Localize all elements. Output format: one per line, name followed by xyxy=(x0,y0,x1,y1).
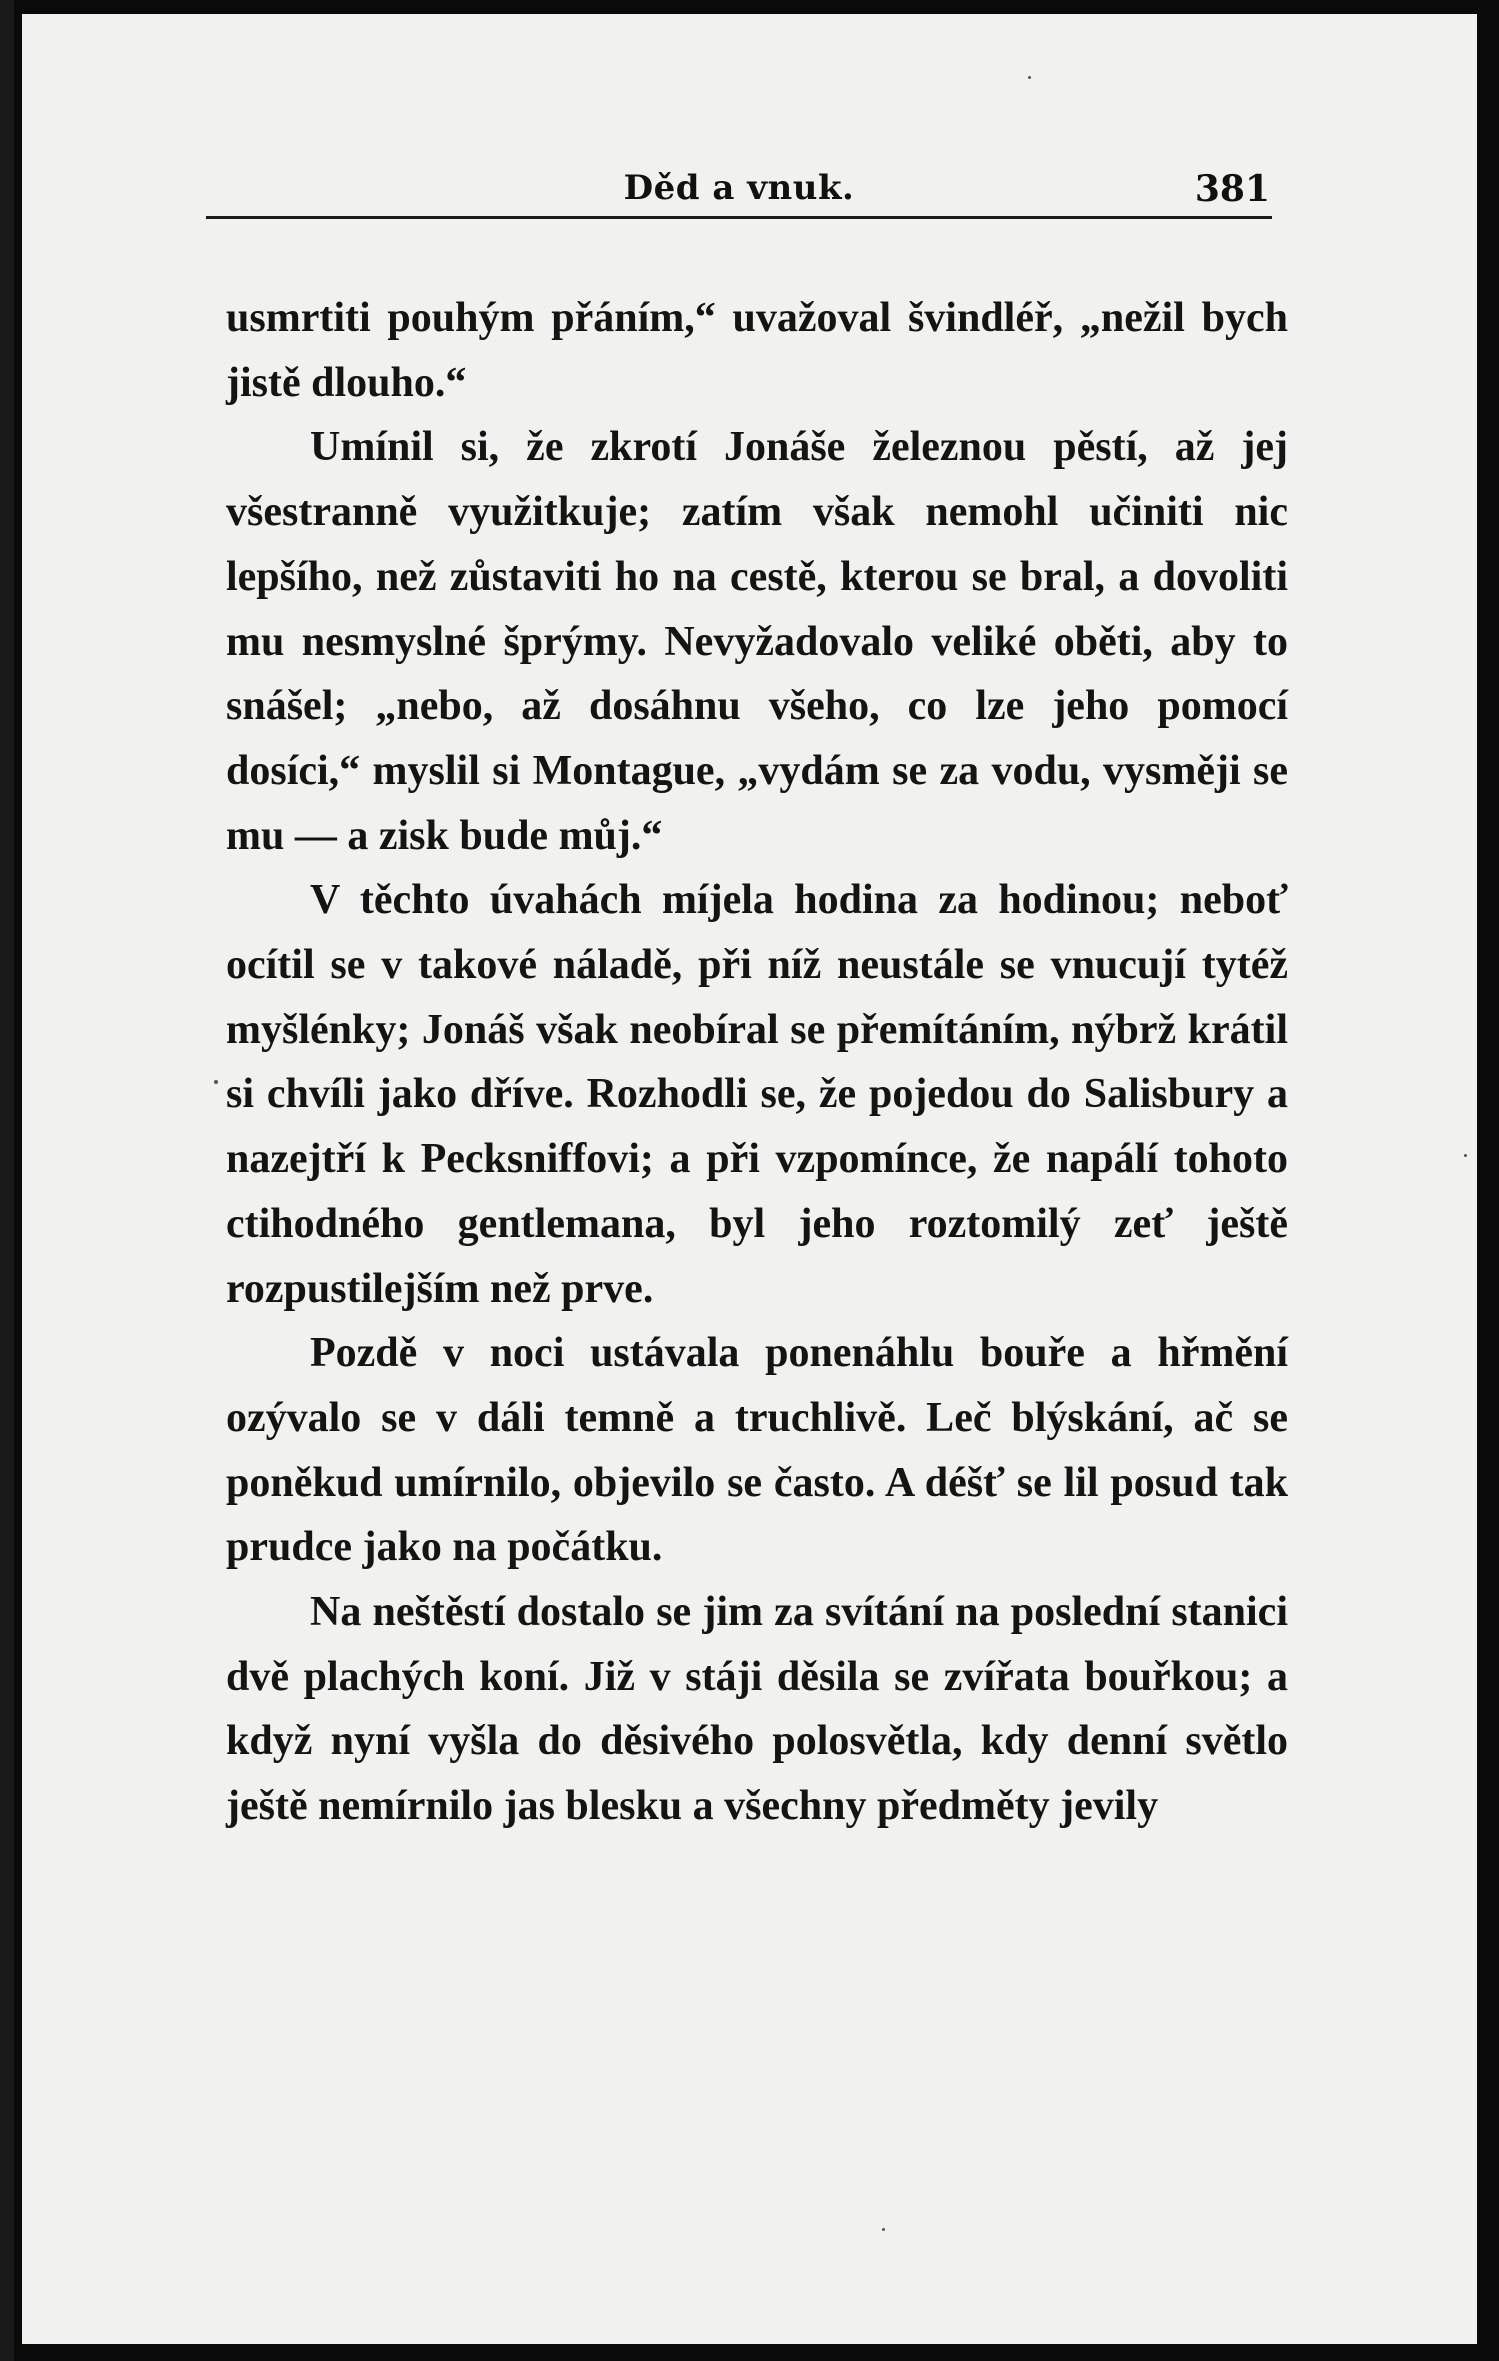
page-number: 381 xyxy=(1194,168,1270,210)
paragraph: Pozdě v noci ustávala ponenáhlu bouře a hřmění ozývalo se v dáli temně a truchlivě. Leč blýskání, ač se poněkud umírnilo, objevilo se často. A déšť se lil posud tak prudce jako na počátku. xyxy=(226,1330,1288,1571)
paragraph: Umínil si, že zkrotí Jonáše železnou pěstí, až jej všestranně využitkuje; zatím však nemohl učiniti nic lepšího, než zůstaviti ho na cestě, kterou se bral, a dovoliti mu nesmyslné šprýmy. Nevyžadovalo veliké oběti, aby to snášel; „nebo, až dosáhnu všeho, co lze jeho pomocí dosíci,“ myslil si Montague, „vydám se za vodu, vysměji se mu — a zisk bude můj.“ xyxy=(226,424,1288,859)
body-text xyxy=(226,286,1288,1839)
paper-speck xyxy=(1028,76,1031,79)
running-head: Děd a vnuk. xyxy=(623,168,855,208)
paper-speck xyxy=(214,1080,218,1084)
paper-speck xyxy=(1464,1154,1467,1157)
header-rule xyxy=(206,216,1272,219)
paragraph: usmrtiti pouhým přáním,“ uvažoval švindléř, „nežil bych jistě dlouho.“ xyxy=(226,295,1288,406)
paper-speck xyxy=(882,2228,885,2231)
paragraph: V těchto úvahách míjela hodina za hodinou; neboť ocítil se v takové náladě, při níž neustále se vnucují tytéž myšlénky; Jonáš však neobíral se přemítáním, nýbrž krátil si chvíli jako dříve. Rozhodli se, že pojedou do Salisbury a nazejtří k Pecksniffovi; a při vzpomínce, že napálí tohoto ctihodného gentlemana, byl jeho roztomilý zeť ještě rozpustilejším než prve. xyxy=(226,877,1288,1312)
page-header xyxy=(208,160,1270,220)
paragraph: Na neštěstí dostalo se jim za svítání na poslední stanici dvě plachých koní. Již v stáji děsila se zvířata bouřkou; a když nyní vyšla do děsivého polosvětla, kdy denní světlo ještě nemírnilo jas blesku a všechny předměty jevily xyxy=(226,1589,1288,1830)
book-spine-shadow xyxy=(0,0,14,2361)
